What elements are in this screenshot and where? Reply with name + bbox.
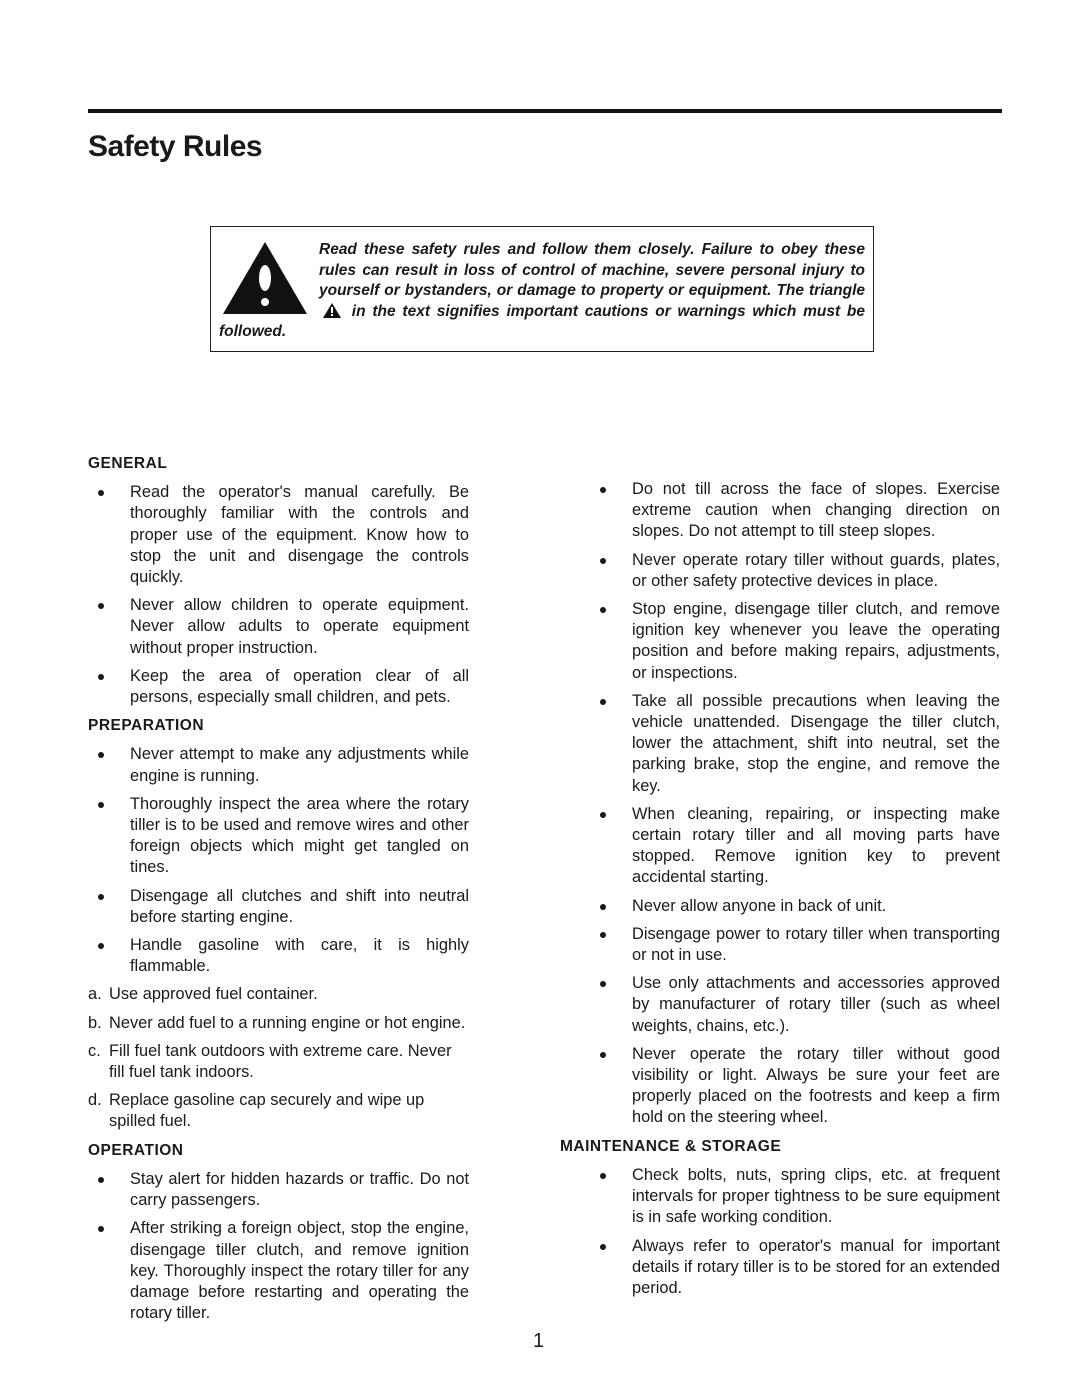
list-item: Thoroughly inspect the area where the rotary tiller is to be used and remove wires and other foreign objects which might get tangled on tines.	[88, 794, 469, 879]
list-item: Never operate rotary tiller without guards, plates, or other safety protective devices in place.	[590, 550, 1000, 592]
sub-list-text: Never add fuel to a running engine or hot engine.	[109, 1013, 466, 1032]
sub-list-text: Use approved fuel container.	[109, 985, 318, 1004]
sub-list-marker: c.	[88, 1041, 101, 1060]
sub-list-item	[88, 984, 469, 1005]
list-item: Never allow children to operate equipment. Never allow adults to operate equipment without proper instruction.	[88, 595, 469, 659]
warning-text-after: in the text signifies important cautions or warnings which must be followed.	[219, 302, 865, 340]
list-item: Stop engine, disengage tiller clutch, and remove ignition key whenever you leave the operating position and before making repairs, adjustments, or inspections.	[590, 599, 1000, 684]
sub-list-text: Replace gasoline cap securely and wipe up spilled fuel.	[109, 1091, 425, 1131]
operation-list-right	[590, 479, 1000, 1129]
inline-warning-triangle-icon	[323, 303, 341, 318]
list-item: Disengage all clutches and shift into neutral before starting engine.	[88, 886, 469, 928]
operation-list-left	[88, 1169, 469, 1324]
page-number: 1	[533, 1330, 545, 1352]
maintenance-list	[590, 1165, 1000, 1299]
list-item: Keep the area of operation clear of all persons, especially small children, and pets.	[88, 666, 469, 708]
list-item: Use only attachments and accessories approved by manufacturer of rotary tiller (such as wheel weights, chains, etc.).	[590, 973, 1000, 1037]
warning-text	[219, 240, 865, 343]
sub-list-item	[88, 1041, 469, 1083]
preparation-list	[88, 744, 469, 977]
list-item: Do not till across the face of slopes. Exercise extreme caution when changing direction on slopes. Do not attempt to till steep slopes.	[590, 479, 1000, 543]
list-item: Never operate the rotary tiller without good visibility or light. Always be sure your feet are properly placed on the footrests and keep a firm hold on the steering wheel.	[590, 1044, 1000, 1129]
sub-list-item	[88, 1090, 469, 1132]
sub-list-marker: b.	[88, 1013, 102, 1032]
list-item: Handle gasoline with care, it is highly flammable.	[88, 935, 469, 977]
sub-list-marker: a.	[88, 985, 102, 1004]
list-item: Stay alert for hidden hazards or traffic. Do not carry passengers.	[88, 1169, 469, 1211]
warning-triangle-icon	[219, 240, 311, 316]
warning-text-before: Read these safety rules and follow them closely. Failure to obey these rules can result in loss of control of machine, severe personal injury to yourself or bystanders, or damage to property or equipment. The triangle	[319, 241, 865, 299]
list-item: Disengage power to rotary tiller when transporting or not in use.	[590, 924, 1000, 966]
right-column	[560, 479, 1000, 1306]
general-heading: GENERAL	[88, 455, 168, 472]
list-item: Take all possible precautions when leaving the vehicle unattended. Disengage the tiller clutch, lower the attachment, shift into neutral, set the parking brake, stop the engine, and remove the key.	[590, 691, 1000, 797]
list-item: Check bolts, nuts, spring clips, etc. at frequent intervals for proper tightness to be sure equipment is in safe working condition.	[590, 1165, 1000, 1229]
sub-list-marker: d.	[88, 1091, 102, 1110]
list-item: Never allow anyone in back of unit.	[590, 896, 1000, 917]
fuel-sublist	[88, 984, 469, 1132]
list-item: After striking a foreign object, stop the engine, disengage tiller clutch, and remove ignition key. Thoroughly inspect the rotary tiller for any damage before restarting and operating the rotary tiller.	[88, 1218, 469, 1324]
general-list	[88, 482, 469, 708]
page-title: Safety Rules	[88, 130, 263, 163]
sub-list-item	[88, 1013, 469, 1034]
sub-list-text: Fill fuel tank outdoors with extreme care. Never fill fuel tank indoors.	[109, 1041, 452, 1082]
list-item: When cleaning, repairing, or inspecting make certain rotary tiller and all moving parts have stopped. Remove ignition key to prevent accidental starting.	[590, 804, 1000, 889]
warning-box	[210, 226, 874, 352]
list-item: Read the operator's manual carefully. Be thoroughly familiar with the controls and proper use of the equipment. Know how to stop the unit and disengage the controls quickly.	[88, 482, 469, 588]
left-column	[88, 453, 469, 1331]
list-item: Never attempt to make any adjustments while engine is running.	[88, 744, 469, 786]
maintenance-heading: MAINTENANCE & STORAGE	[560, 1137, 782, 1155]
top-rule	[88, 109, 1002, 113]
preparation-heading: PREPARATION	[88, 717, 205, 735]
operation-heading: OPERATION	[88, 1141, 184, 1159]
list-item: Always refer to operator's manual for important details if rotary tiller is to be stored for an extended period.	[590, 1236, 1000, 1300]
